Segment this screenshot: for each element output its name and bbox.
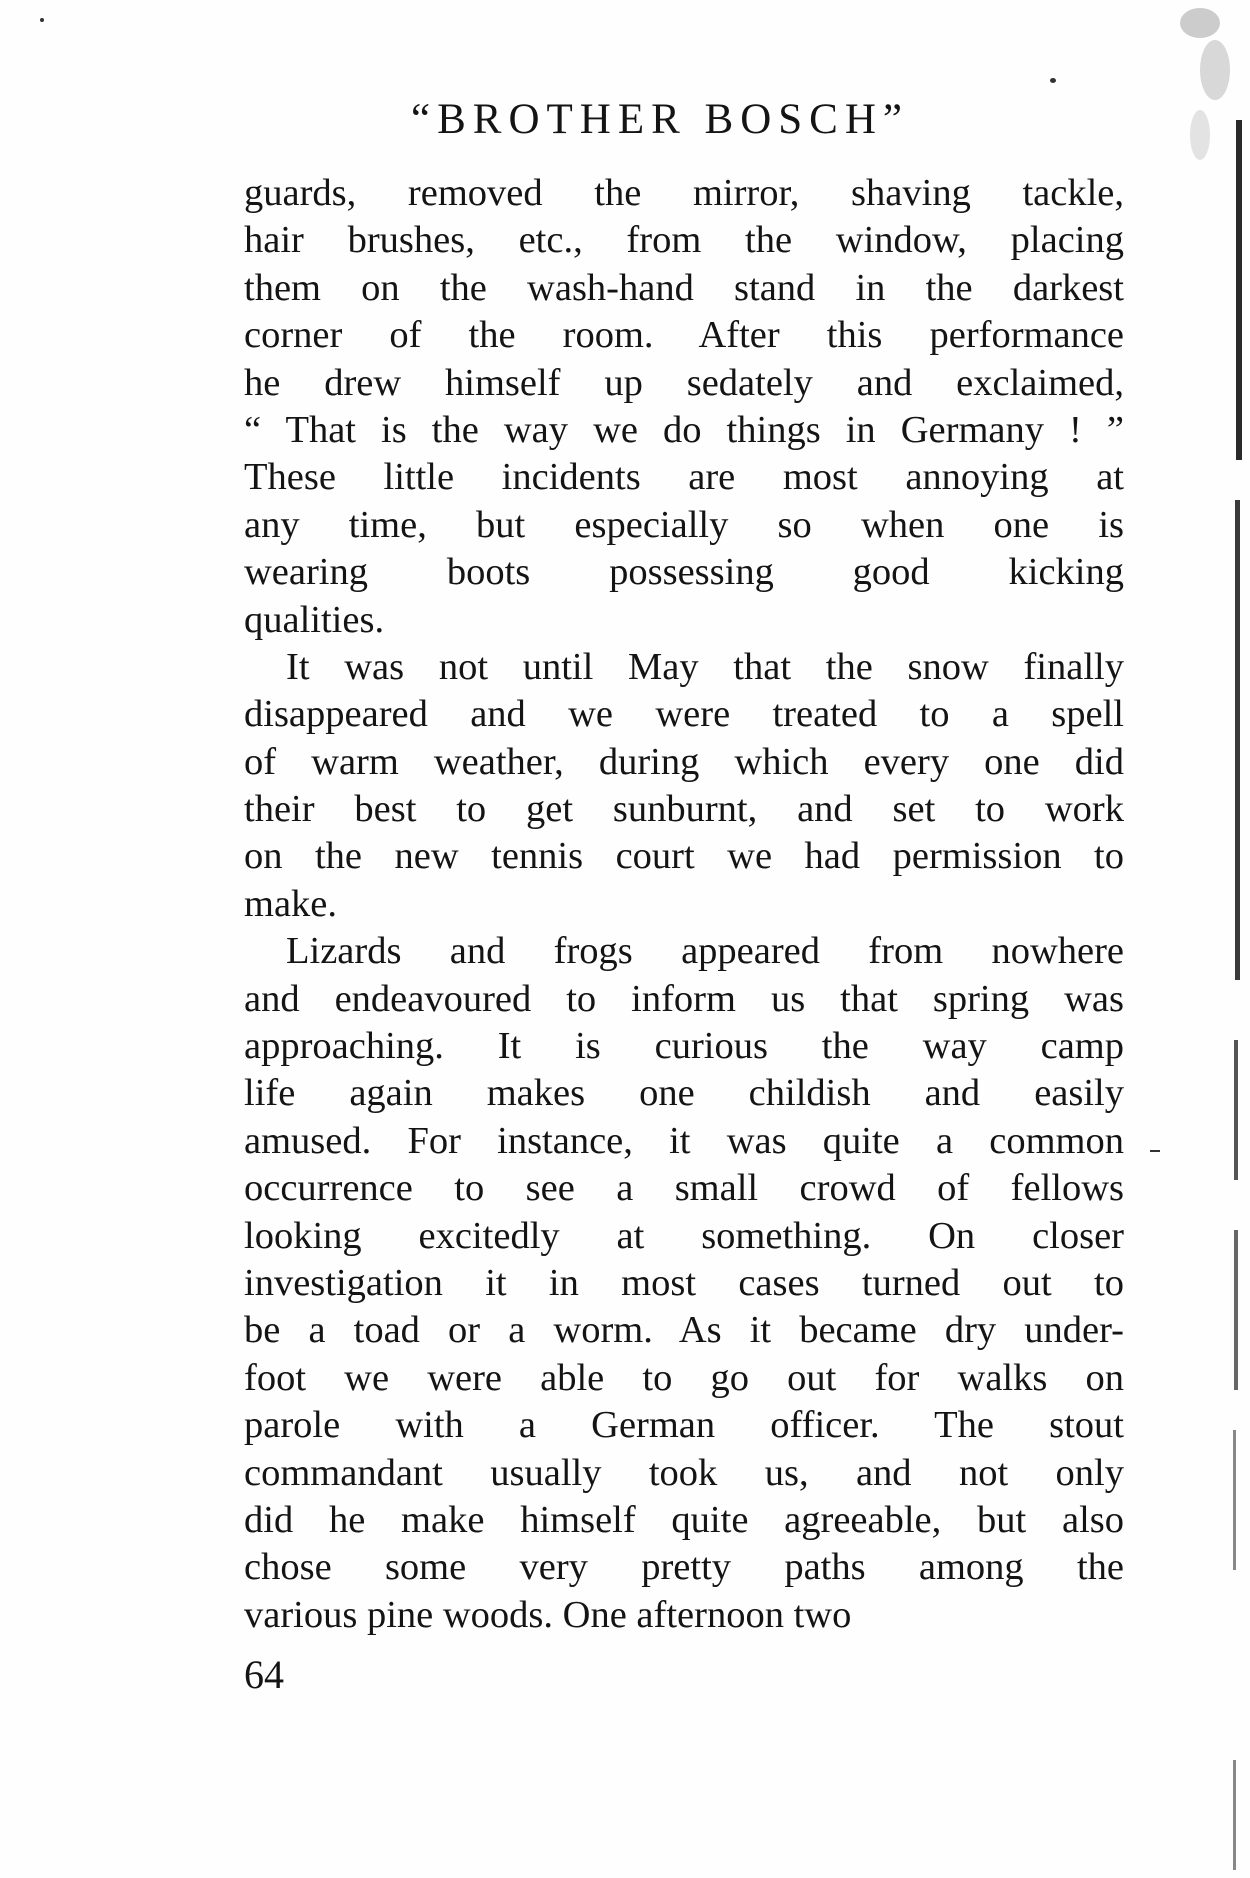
text-line: wearing boots possessing good kicking — [244, 551, 1124, 594]
text-line: various pine woods. One afternoon two — [244, 1593, 852, 1636]
page-number: 64 — [244, 1652, 284, 1697]
gutter-band — [1236, 120, 1242, 460]
text-line: investigation it in most cases turned out to — [244, 1261, 1124, 1304]
text-line: of warm weather, during which every one did — [244, 740, 1124, 783]
text-line: guards, removed the mirror, shaving tackle, — [244, 172, 1124, 214]
gutter-band — [1234, 1040, 1238, 1180]
text-line: chose some very pretty paths among the — [244, 1546, 1124, 1589]
text-line: Lizards and frogs appeared from nowhere — [286, 930, 1124, 973]
gutter-band — [1233, 1760, 1236, 1870]
text-line: approaching. It is curious the way camp — [244, 1025, 1124, 1068]
text-line: he drew himself up sedately and exclaimed, — [244, 361, 1124, 404]
text-line: and endeavoured to inform us that spring was — [244, 977, 1124, 1020]
text-line: These little incidents are most annoying at — [244, 456, 1124, 499]
scan-gutter-shadow — [1160, 0, 1250, 1878]
scan-noise — [1180, 8, 1220, 38]
text-line: “ That is the way we do things in Germany ! ” — [244, 408, 1124, 451]
gutter-band — [1234, 1230, 1238, 1390]
text-line: occurrence to see a small crowd of fellows — [244, 1167, 1124, 1210]
text-line: commandant usually took us, and not only — [244, 1451, 1124, 1494]
body-text — [244, 170, 1124, 1639]
scan-dust — [1050, 78, 1056, 83]
scan-dust — [1150, 1150, 1160, 1152]
text-line: corner of the room. After this performance — [244, 314, 1124, 357]
text-line: did he make himself quite agreeable, but also — [244, 1498, 1124, 1541]
paragraph — [244, 170, 1124, 644]
text-line: their best to get sunburnt, and set to work — [244, 788, 1124, 831]
text-line: foot we were able to go out for walks on — [244, 1356, 1124, 1399]
gutter-band — [1233, 1430, 1236, 1570]
paragraph — [244, 928, 1124, 1639]
scan-noise — [1200, 40, 1230, 100]
gutter-band — [1235, 500, 1240, 980]
text-line: life again makes one childish and easily — [244, 1072, 1124, 1115]
text-line: on the new tennis court we had permission to — [244, 835, 1124, 878]
text-line: It was not until May that the snow finally — [286, 645, 1124, 688]
text-line: be a toad or a worm. As it became dry under- — [244, 1309, 1124, 1352]
paragraph — [244, 644, 1124, 928]
text-line: them on the wash-hand stand in the darkest — [244, 266, 1124, 309]
text-line: any time, but especially so when one is — [244, 503, 1124, 546]
text-line: hair brushes, etc., from the window, placing — [244, 219, 1124, 262]
running-head: “BROTHER BOSCH” — [411, 96, 909, 143]
text-line: make. — [244, 882, 337, 925]
text-line: disappeared and we were treated to a spell — [244, 693, 1124, 736]
scan-dust — [40, 18, 44, 22]
text-line: amused. For instance, it was quite a common — [244, 1119, 1124, 1162]
text-line: parole with a German officer. The stout — [244, 1404, 1124, 1447]
text-line: qualities. — [244, 598, 385, 641]
text-line: looking excitedly at something. On closer — [244, 1214, 1124, 1257]
